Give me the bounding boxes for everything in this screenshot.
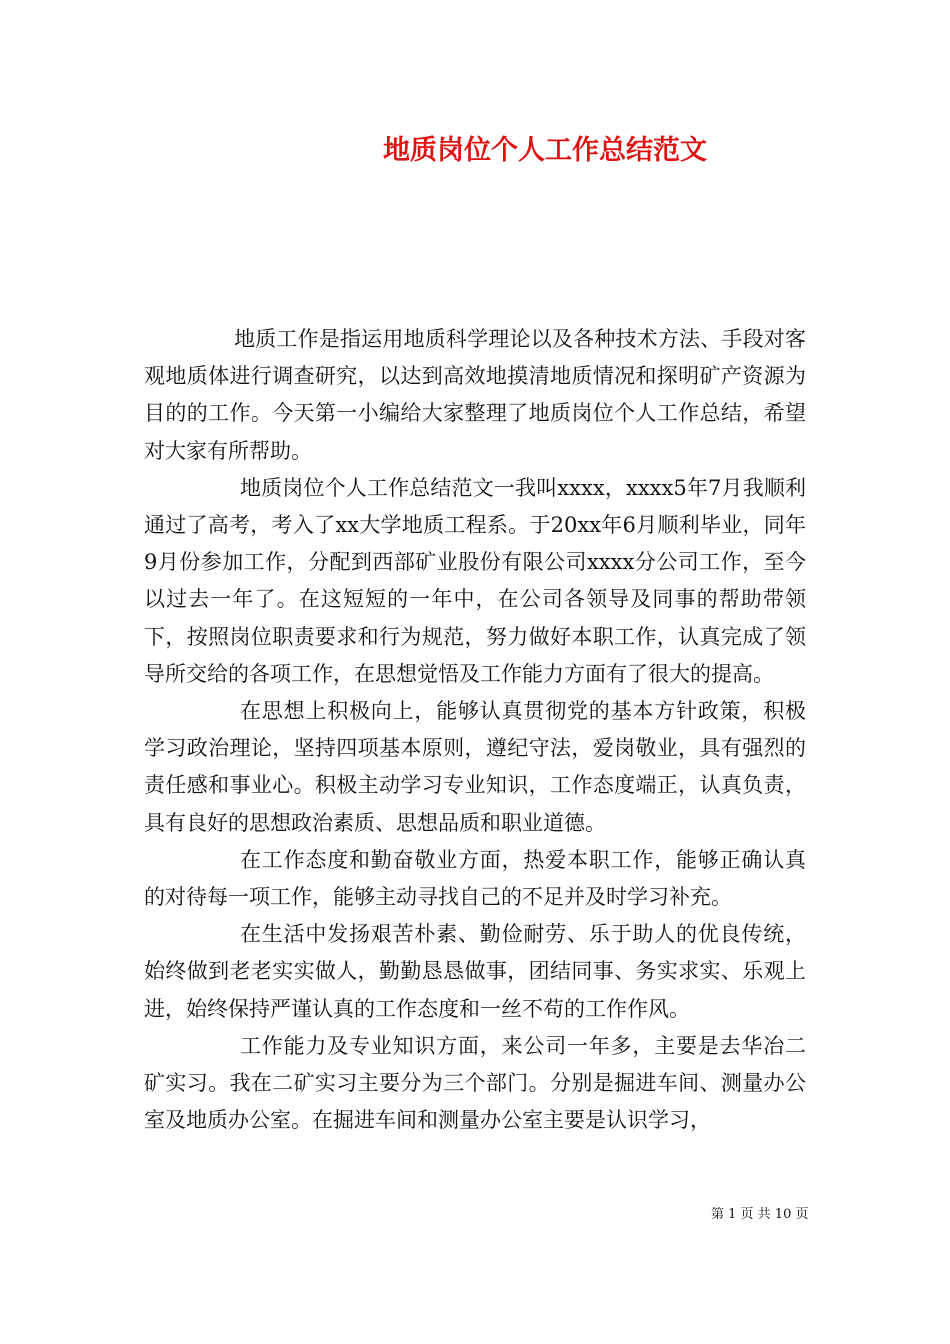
- paragraph-thought: 在思想上积极向上，能够认真贯彻党的基本方针政策，积极学习政治理论，坚持四项基本原则，遵纪守法，爱岗敬业，具有强烈的责任感和事业心。积极主动学习专业知识，工作态度端正，认真负责，具有良好的思想政治素质、思想品质和职业道德。: [144, 699, 806, 835]
- document-body: [144, 321, 806, 1139]
- paragraph-ability: 工作能力及专业知识方面，来公司一年多，主要是去华冶二矿实习。我在二矿实习主要分为三个部门。分别是掘进车间、测量办公室及地质办公室。在掘进车间和测量办公室主要是认识学习，: [144, 1033, 806, 1133]
- paragraph-summary-one: 地质岗位个人工作总结范文一我叫xxxx，xxxx5年7月我顺利通过了高考，考入了xx大学地质工程系。于20xx年6月顺利毕业，同年9月份参加工作，分配到西部矿业股份有限公司xxxx分公司工作，至今以过去一年了。在这短短的一年中，在公司各领导及同事的帮助带领下，按照岗位职责要求和行为规范，努力做好本职工作，认真完成了领导所交给的各项工作，在思想觉悟及工作能力方面有了很大的提高。: [144, 475, 806, 686]
- page-number-footer: 第 1 页 共 10 页: [711, 1207, 809, 1222]
- paragraph-life: 在生活中发扬艰苦朴素、勤俭耐劳、乐于助人的优良传统，始终做到老老实实做人，勤勤恳恳做事，团结同事、务实求实、乐观上进，始终保持严谨认真的工作态度和一丝不苟的工作作风。: [144, 922, 806, 1021]
- document-title: 地质岗位个人工作总结范文: [383, 135, 707, 166]
- paragraph-attitude: 在工作态度和勤奋敬业方面，热爱本职工作，能够正确认真的对待每一项工作，能够主动寻找自己的不足并及时学习补充。: [144, 847, 806, 910]
- paragraph-intro: 地质工作是指运用地质科学理论以及各种技术方法、手段对客观地质体进行调查研究，以达到高效地摸清地质情况和探明矿产资源为目的的工作。今天第一小编给大家整理了地质岗位个人工作总结，希望对大家有所帮助。: [144, 327, 806, 463]
